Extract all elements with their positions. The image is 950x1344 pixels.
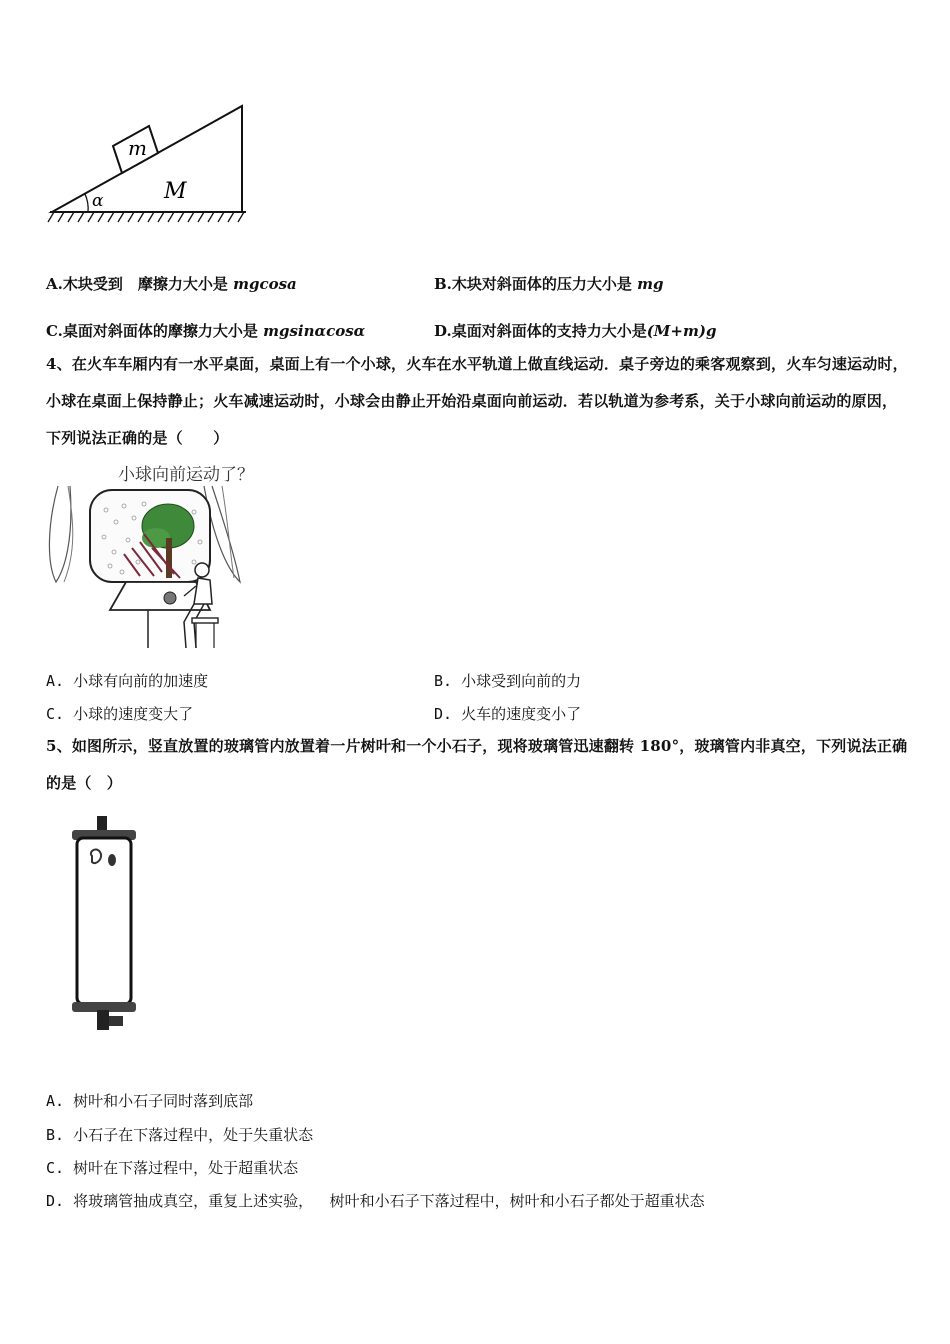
q3-option-b [434,273,664,294]
q3-option-d [434,320,716,341]
q3-option-c-text: C.桌面对斜面体的摩擦力大小是 [46,322,264,340]
q3-option-d-math: (M+m)g [646,322,717,340]
q4-option-a: A. 小球有向前的加速度 [46,672,209,690]
train-window-figure [44,482,274,652]
q3-option-d-text: D.桌面对斜面体的支持力大小是 [434,322,647,340]
q3-option-c-math: mgsinαcosα [263,322,366,340]
q5-option-d: D. 将玻璃管抽成真空，重复上述实验， 树叶和小石子下落过程中，树叶和小石子都处于超重状态 [46,1192,705,1210]
incline-figure [44,100,254,230]
q5-stem: 5、如图所示，竖直放置的玻璃管内放置着一片树叶和一个小石子，现将玻璃管迅速翻转 180°，玻璃管内非真空，下列说法正确的是（ ） [46,737,908,792]
q3-option-a-math: mgcosa [233,275,297,293]
q4-option-c: C. 小球的速度变大了 [46,705,194,723]
block-label: m [128,136,147,160]
q5-option-b: B. 小石子在下落过程中，处于失重状态 [46,1126,314,1144]
q3-option-b-text: B.木块对斜面体的压力大小是 [434,275,638,293]
q5-option-a: A. 树叶和小石子同时落到底部 [46,1092,254,1110]
incline-label: M [164,179,187,204]
angle-label: α [92,191,104,211]
q3-option-a [46,273,297,294]
q3-option-c [46,320,365,341]
glass-tube-figure [66,812,146,1038]
q4-figure-caption: 小球向前运动了？ [118,465,254,485]
q4-option-b: B. 小球受到向前的力 [434,672,582,690]
q4-option-d: D. 火车的速度变小了 [434,705,582,723]
q4-stem: 4、在火车车厢内有一水平桌面，桌面上有一个小球，火车在水平轨道上做直线运动．桌子旁边的乘客观察到，火车匀速运动时，小球在桌面上保持静止；火车减速运动时，小球会由静止开始沿桌面向前运动．若以轨道为参考系，关于小球向前运动的原因，下列说法正确的是（ ） [46,355,908,447]
q5-option-c: C. 树叶在下落过程中，处于超重状态 [46,1159,299,1177]
q3-option-a-text: A.木块受到 摩擦力大小是 [46,275,234,293]
q3-option-b-math: mg [637,275,664,293]
